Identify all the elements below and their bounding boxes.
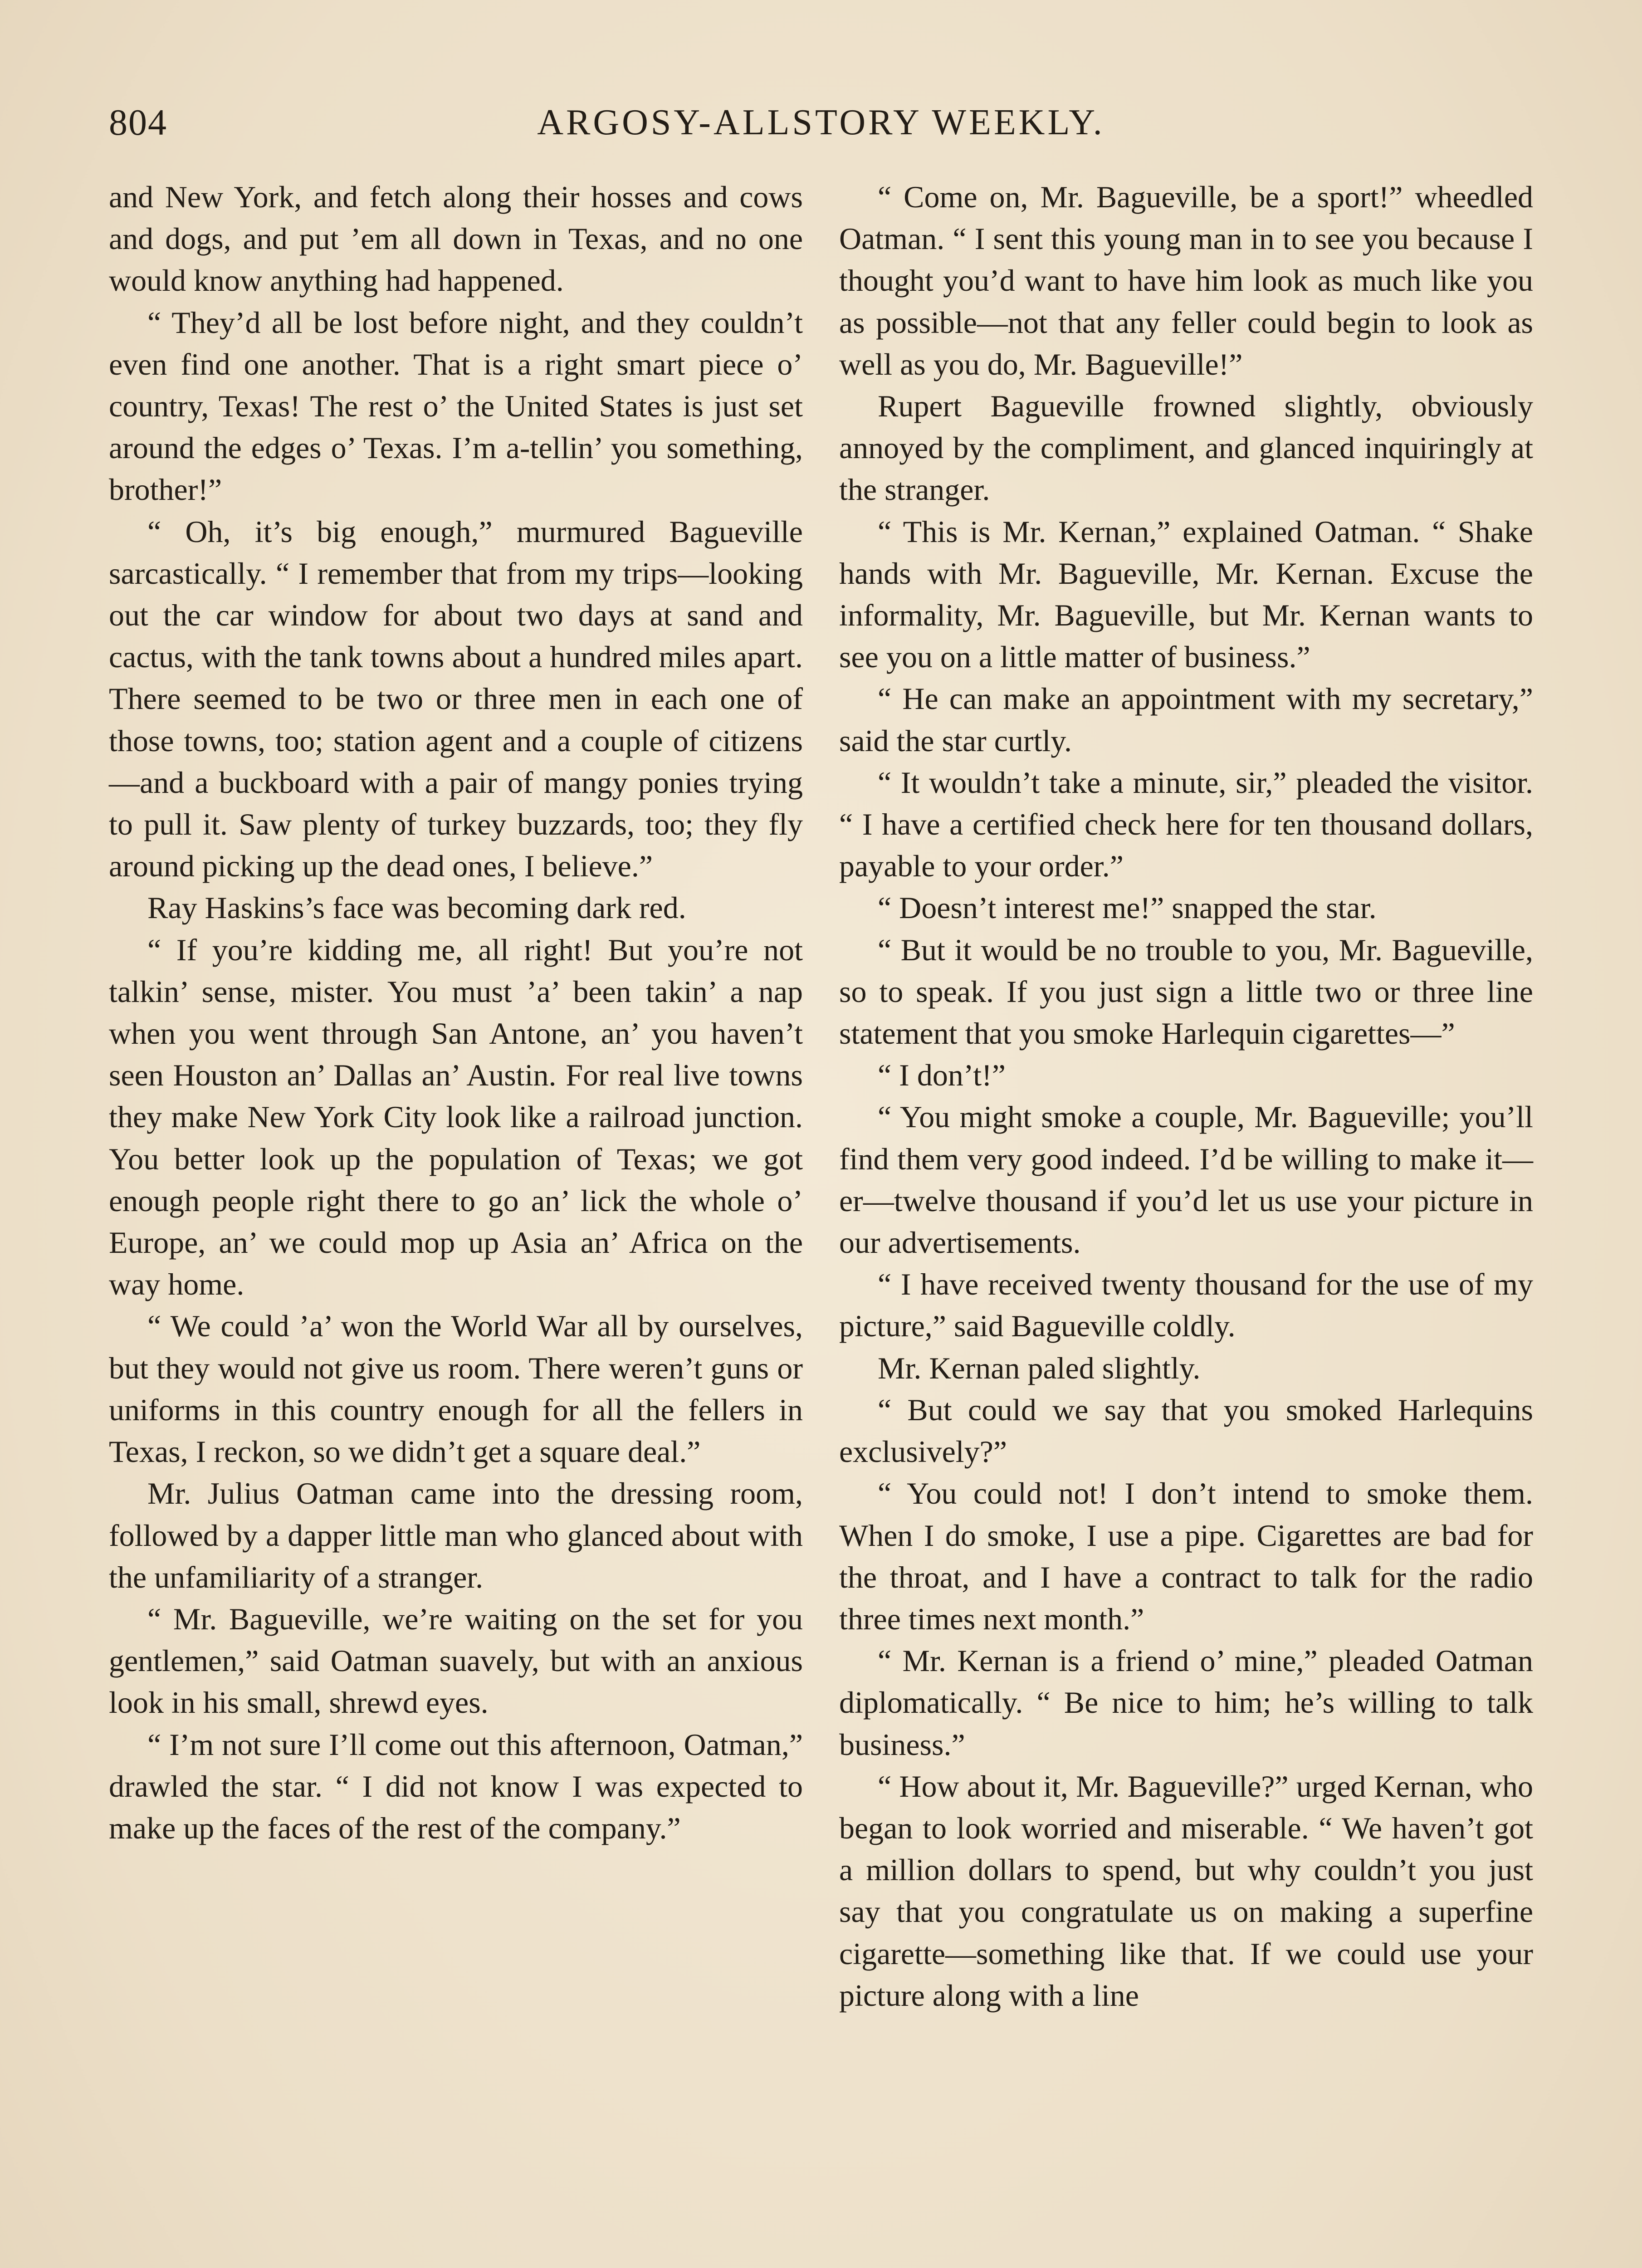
paragraph: Rupert Bagueville frowned slightly, obviously annoyed by the compliment, and glanced inquiringly at the stranger.: [839, 389, 1533, 507]
paragraph: “ I have received twenty thousand for the use of my picture,” said Bagueville coldly.: [839, 1267, 1533, 1344]
paragraph: Ray Haskins’s face was becoming dark red.: [147, 890, 686, 925]
paragraph: “ I’m not sure I’ll come out this afternoon, Oatman,” drawled the star. “ I did not know I was expected to make up the faces of the rest of the company.”: [109, 1727, 803, 1845]
page-header: [109, 95, 1533, 150]
paragraph: “ If you’re kidding me, all right! But you’re not talkin’ sense, mister. You must ’a’ been takin’ a nap when you went through San Antone, an’ you haven’t seen Houston an’ Dallas an’ Austin. For real live towns they make New York City look like a railroad junction. You better look up the population of Texas; we got enough people right there to go an’ lick the whole o’ Europe, an’ we could mop up Asia an’ Africa on the way home.: [109, 932, 803, 1302]
paragraph: “ How about it, Mr. Bagueville?” urged Kernan, who began to look worried and miserable. “ We haven’t got a million dollars to spend, but why couldn’t you just say that you congratulate us on making a superfine cigarette—something like that. If we could use your picture along with a line: [839, 1769, 1533, 2013]
right-column: [839, 176, 1533, 2268]
paragraph: Mr. Julius Oatman came into the dressing room, followed by a dapper little man who glanced about with the unfamiliarity of a stranger.: [109, 1476, 803, 1594]
paragraph: “ Mr. Kernan is a friend o’ mine,” pleaded Oatman diplomatically. “ Be nice to him; he’s willing to talk business.”: [839, 1643, 1533, 1762]
paragraph: “ You could not! I don’t intend to smoke them. When I do smoke, I use a pipe. Cigarettes are bad for the throat, and I have a contract to talk for the radio three times next month.”: [839, 1476, 1533, 1636]
paragraph: “ We could ’a’ won the World War all by ourselves, but they would not give us room. There weren’t guns or uniforms in this country enough for all the fellers in Texas, I reckon, so we didn’t get a square deal.”: [109, 1309, 803, 1469]
paragraph: “ This is Mr. Kernan,” explained Oatman. “ Shake hands with Mr. Bagueville, Mr. Kernan. Excuse the informality, Mr. Bagueville, but Mr. Kernan wants to see you on a little matter of business.”: [839, 514, 1533, 675]
running-title: ARGOSY-ALLSTORY WEEKLY.: [537, 103, 1105, 142]
paragraph: “ It wouldn’t take a minute, sir,” pleaded the visitor. “ I have a certified check here for ten thousand dollars, payable to your order.”: [839, 765, 1533, 884]
paragraph: “ He can make an appointment with my secretary,” said the star curtly.: [839, 681, 1533, 758]
paragraph: “ Come on, Mr. Bagueville, be a sport!” wheedled Oatman. “ I sent this young man in to see you because I thought you’d want to have him look as much like you as possible—not that any feller could begin to look as well as you do, Mr. Bagueville!”: [839, 180, 1533, 381]
page-number: 804: [109, 102, 167, 143]
paragraph: “ I don’t!”: [878, 1058, 1006, 1093]
paragraph: “ But it would be no trouble to you, Mr. Bagueville, so to speak. If you just sign a little two or three line statement that you smoke Harlequin cigarettes—”: [839, 932, 1533, 1051]
paragraph: “ They’d all be lost before night, and they couldn’t even find one another. That is a right smart piece o’ country, Texas! The rest o’ the United States is just set around the edges o’ Texas. I’m a-tellin’ you something, brother!”: [109, 305, 803, 507]
paragraph: “ Doesn’t interest me!” snapped the star.: [878, 890, 1377, 925]
paragraph: and New York, and fetch along their hosses and cows and dogs, and put ’em all down in Texas, and no one would know anything had happened.: [109, 180, 803, 298]
paragraph: “ But could we say that you smoked Harlequins exclusively?”: [839, 1392, 1533, 1469]
paragraph: “ You might smoke a couple, Mr. Bagueville; you’ll find them very good indeed. I’d be willing to make it—er—twelve thousand if you’d let us use your picture in our advertisements.: [839, 1100, 1533, 1260]
paragraph: Mr. Kernan paled slightly.: [878, 1350, 1201, 1385]
paragraph: “ Mr. Bagueville, we’re waiting on the set for you gentlemen,” said Oatman suavely, but with an anxious look in his small, shrewd eyes.: [109, 1601, 803, 1720]
paragraph: “ Oh, it’s big enough,” murmured Bagueville sarcastically. “ I remember that from my trips—looking out the car window for about two days at sand and cactus, with the tank towns about a hundred miles apart. There seemed to be two or three men in each one of those towns, too; station agent and a couple of citizens—and a buckboard with a pair of mangy ponies trying to pull it. Saw plenty of turkey buzzards, too; they fly around picking up the dead ones, I believe.”: [109, 514, 803, 884]
left-column: [109, 176, 803, 2268]
